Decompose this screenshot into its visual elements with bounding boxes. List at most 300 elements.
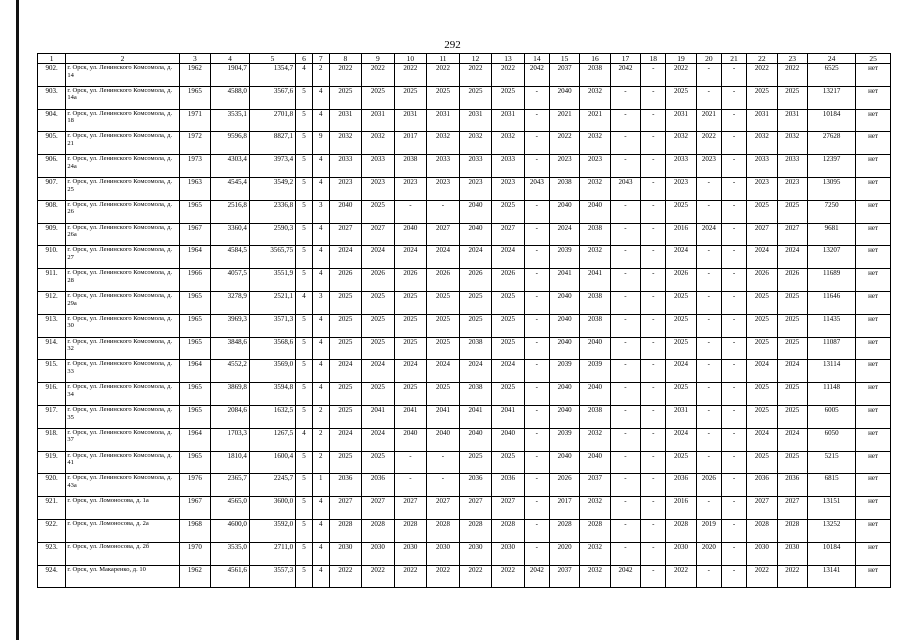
- table-cell: 2038: [580, 405, 610, 428]
- row-number-cell: 903.: [38, 86, 66, 109]
- address-cell: г. Орск, ул. Ленинского Комсомола, д. 35: [66, 405, 179, 428]
- address-cell: г. Орск, ул. Макаренко, д. 10: [66, 565, 179, 588]
- table-cell: 2024: [329, 246, 362, 269]
- table-cell: 2038: [549, 177, 579, 200]
- row-number-cell: 902.: [38, 64, 66, 87]
- table-cell: 2038: [459, 337, 492, 360]
- column-header: 3: [179, 54, 210, 64]
- table-cell: нет: [856, 337, 891, 360]
- row-number-cell: 906.: [38, 155, 66, 178]
- table-cell: 2025: [394, 314, 427, 337]
- table-cell: 1967: [179, 497, 210, 520]
- housing-register-table: [37, 53, 891, 588]
- table-cell: 1904,7: [211, 64, 250, 87]
- table-cell: 2025: [427, 337, 460, 360]
- table-cell: 2041: [492, 405, 525, 428]
- table-cell: нет: [856, 451, 891, 474]
- table-cell: 2033: [362, 155, 395, 178]
- table-cell: 8827,1: [249, 132, 295, 155]
- page-number: 292: [444, 39, 461, 51]
- table-cell: -: [696, 565, 721, 588]
- table-cell: 2036: [459, 474, 492, 497]
- table-cell: 3594,8: [249, 383, 295, 406]
- column-header: 18: [641, 54, 666, 64]
- table-cell: 2024: [777, 360, 807, 383]
- table-cell: -: [641, 246, 666, 269]
- table-cell: 1963: [179, 177, 210, 200]
- table-cell: 1354,7: [249, 64, 295, 87]
- table-cell: 4: [296, 428, 313, 451]
- table-cell: -: [524, 474, 549, 497]
- table-cell: -: [641, 565, 666, 588]
- table-cell: -: [721, 132, 746, 155]
- table-cell: -: [610, 519, 640, 542]
- table-cell: 2: [312, 64, 329, 87]
- table-row: [38, 474, 891, 497]
- table-cell: 2022: [329, 565, 362, 588]
- table-cell: 6525: [807, 64, 855, 87]
- table-cell: -: [610, 269, 640, 292]
- table-cell: -: [610, 497, 640, 520]
- table-cell: 2036: [747, 474, 777, 497]
- table-cell: 2028: [362, 519, 395, 542]
- table-cell: -: [696, 314, 721, 337]
- table-cell: 2038: [580, 64, 610, 87]
- table-cell: 2025: [459, 314, 492, 337]
- table-row: [38, 405, 891, 428]
- table-cell: 2024: [362, 360, 395, 383]
- table-cell: 2026: [549, 474, 579, 497]
- table-cell: 2025: [777, 200, 807, 223]
- table-cell: -: [610, 200, 640, 223]
- table-cell: 2033: [747, 155, 777, 178]
- table-cell: 2022: [777, 565, 807, 588]
- table-cell: -: [721, 246, 746, 269]
- table-cell: 2023: [329, 177, 362, 200]
- table-cell: 4552,2: [211, 360, 250, 383]
- table-cell: 2023: [696, 155, 721, 178]
- table-cell: 4: [312, 314, 329, 337]
- table-cell: 2032: [580, 86, 610, 109]
- table-cell: 2025: [362, 337, 395, 360]
- table-row: [38, 64, 891, 87]
- table-cell: -: [610, 405, 640, 428]
- table-cell: 2025: [777, 405, 807, 428]
- table-cell: -: [641, 109, 666, 132]
- table-cell: 2024: [362, 246, 395, 269]
- table-cell: -: [524, 132, 549, 155]
- table-cell: 2040: [549, 291, 579, 314]
- row-number-cell: 904.: [38, 109, 66, 132]
- table-cell: -: [610, 223, 640, 246]
- table-cell: нет: [856, 269, 891, 292]
- table-cell: 3551,9: [249, 269, 295, 292]
- table-cell: 2031: [666, 405, 696, 428]
- table-cell: 2032: [580, 542, 610, 565]
- table-cell: -: [524, 451, 549, 474]
- table-cell: 2033: [492, 155, 525, 178]
- table-cell: -: [641, 519, 666, 542]
- address-cell: г. Орск, ул. Ломоносова, д. 2а: [66, 519, 179, 542]
- table-cell: 2028: [777, 519, 807, 542]
- table-cell: 2025: [329, 291, 362, 314]
- table-cell: 4: [312, 565, 329, 588]
- table-cell: нет: [856, 200, 891, 223]
- table-cell: 2021: [580, 109, 610, 132]
- table-cell: 2025: [666, 86, 696, 109]
- table-cell: 2023: [492, 177, 525, 200]
- table-cell: 2516,8: [211, 200, 250, 223]
- table-cell: -: [641, 314, 666, 337]
- table-cell: 2032: [580, 428, 610, 451]
- table-cell: -: [721, 542, 746, 565]
- table-cell: -: [721, 64, 746, 87]
- table-cell: нет: [856, 383, 891, 406]
- table-cell: 2032: [747, 132, 777, 155]
- table-cell: 4: [312, 109, 329, 132]
- table-cell: 2027: [492, 497, 525, 520]
- table-cell: -: [641, 451, 666, 474]
- table-row: [38, 542, 891, 565]
- table-cell: -: [721, 291, 746, 314]
- row-number-cell: 909.: [38, 223, 66, 246]
- row-number-cell: 917.: [38, 405, 66, 428]
- table-cell: 2040: [549, 405, 579, 428]
- table-cell: -: [721, 428, 746, 451]
- table-cell: 1965: [179, 291, 210, 314]
- table-row: [38, 269, 891, 292]
- table-cell: 5: [296, 565, 313, 588]
- table-cell: 10184: [807, 109, 855, 132]
- table-cell: 2025: [747, 337, 777, 360]
- table-cell: 2024: [777, 428, 807, 451]
- table-cell: -: [641, 428, 666, 451]
- table-cell: 13151: [807, 497, 855, 520]
- table-cell: 4: [296, 64, 313, 87]
- table-cell: нет: [856, 405, 891, 428]
- address-cell: г. Орск, ул. Ленинского Комсомола, д. 24а: [66, 155, 179, 178]
- column-header: 4: [211, 54, 250, 64]
- table-cell: 4600,0: [211, 519, 250, 542]
- table-cell: 4: [312, 360, 329, 383]
- table-cell: 2025: [329, 86, 362, 109]
- row-number-cell: 924.: [38, 565, 66, 588]
- table-cell: 2030: [459, 542, 492, 565]
- table-cell: 2024: [666, 428, 696, 451]
- table-cell: 3571,3: [249, 314, 295, 337]
- table-cell: -: [721, 383, 746, 406]
- table-cell: -: [610, 314, 640, 337]
- table-cell: -: [641, 86, 666, 109]
- table-cell: 2024: [427, 246, 460, 269]
- table-cell: -: [721, 155, 746, 178]
- column-header: 1: [38, 54, 66, 64]
- table-cell: -: [721, 177, 746, 200]
- table-cell: 2025: [777, 337, 807, 360]
- table-cell: 2040: [549, 200, 579, 223]
- table-cell: 1967: [179, 223, 210, 246]
- table-cell: 2036: [329, 474, 362, 497]
- table-cell: 5: [296, 223, 313, 246]
- table-cell: 1703,3: [211, 428, 250, 451]
- table-cell: -: [721, 565, 746, 588]
- table-cell: нет: [856, 155, 891, 178]
- table-cell: -: [394, 451, 427, 474]
- column-header: 8: [329, 54, 362, 64]
- table-cell: 2043: [524, 177, 549, 200]
- table-cell: нет: [856, 291, 891, 314]
- table-cell: 1267,5: [249, 428, 295, 451]
- table-cell: 2040: [549, 86, 579, 109]
- table-row: [38, 428, 891, 451]
- table-cell: 1: [312, 474, 329, 497]
- table-cell: -: [610, 337, 640, 360]
- table-cell: 2026: [492, 269, 525, 292]
- table-cell: 1972: [179, 132, 210, 155]
- table-cell: 2025: [394, 291, 427, 314]
- row-number-cell: 920.: [38, 474, 66, 497]
- table-cell: 5: [296, 519, 313, 542]
- table-cell: 2040: [580, 200, 610, 223]
- table-cell: -: [641, 177, 666, 200]
- table-cell: 2025: [362, 291, 395, 314]
- table-cell: 2033: [329, 155, 362, 178]
- table-row: [38, 223, 891, 246]
- table-cell: 2022: [747, 565, 777, 588]
- table-cell: 2033: [459, 155, 492, 178]
- table-cell: 2025: [459, 86, 492, 109]
- table-cell: 2032: [459, 132, 492, 155]
- table-cell: 3: [312, 200, 329, 223]
- row-number-cell: 923.: [38, 542, 66, 565]
- table-cell: 4584,5: [211, 246, 250, 269]
- table-cell: 2025: [329, 337, 362, 360]
- table-cell: -: [696, 337, 721, 360]
- table-cell: 2026: [394, 269, 427, 292]
- table-cell: -: [696, 497, 721, 520]
- address-cell: г. Орск, ул. Ленинского Комсомола, д. 27: [66, 246, 179, 269]
- table-cell: 2023: [427, 177, 460, 200]
- register-rows: [38, 64, 891, 588]
- table-cell: -: [427, 451, 460, 474]
- table-cell: 4: [312, 337, 329, 360]
- table-cell: 4: [312, 155, 329, 178]
- table-cell: 4: [312, 223, 329, 246]
- table-cell: -: [524, 291, 549, 314]
- table-cell: 5: [296, 497, 313, 520]
- table-cell: 2033: [427, 155, 460, 178]
- table-cell: 2365,7: [211, 474, 250, 497]
- table-cell: 2022: [459, 565, 492, 588]
- table-cell: 2025: [492, 291, 525, 314]
- table-cell: 2022: [549, 132, 579, 155]
- table-cell: 6050: [807, 428, 855, 451]
- table-cell: 2026: [362, 269, 395, 292]
- table-cell: 2024: [777, 246, 807, 269]
- table-cell: 2040: [492, 428, 525, 451]
- table-cell: 2026: [459, 269, 492, 292]
- table-cell: 3549,2: [249, 177, 295, 200]
- column-header: 15: [549, 54, 579, 64]
- table-row: [38, 200, 891, 223]
- table-row: [38, 177, 891, 200]
- table-cell: 2027: [777, 497, 807, 520]
- table-cell: 2023: [549, 155, 579, 178]
- row-number-cell: 905.: [38, 132, 66, 155]
- table-cell: -: [696, 86, 721, 109]
- table-cell: 2043: [610, 177, 640, 200]
- table-cell: 2024: [666, 360, 696, 383]
- table-cell: 2025: [492, 314, 525, 337]
- table-cell: 3278,9: [211, 291, 250, 314]
- table-cell: 2028: [329, 519, 362, 542]
- table-cell: 1964: [179, 428, 210, 451]
- table-cell: 2022: [394, 565, 427, 588]
- table-cell: 2027: [427, 497, 460, 520]
- table-cell: 2701,8: [249, 109, 295, 132]
- table-cell: 2025: [666, 383, 696, 406]
- table-cell: 2040: [549, 314, 579, 337]
- table-cell: 1973: [179, 155, 210, 178]
- table-cell: 2030: [777, 542, 807, 565]
- table-cell: 3969,3: [211, 314, 250, 337]
- table-cell: 12397: [807, 155, 855, 178]
- table-cell: 2025: [666, 451, 696, 474]
- table-cell: -: [721, 269, 746, 292]
- column-header: 21: [721, 54, 746, 64]
- table-cell: 2033: [666, 155, 696, 178]
- table-cell: -: [641, 542, 666, 565]
- table-cell: 2031: [329, 109, 362, 132]
- table-cell: 3973,4: [249, 155, 295, 178]
- table-cell: 5: [296, 86, 313, 109]
- table-cell: 2036: [492, 474, 525, 497]
- table-row: [38, 497, 891, 520]
- table-cell: 2521,1: [249, 291, 295, 314]
- table-cell: 2031: [777, 109, 807, 132]
- table-cell: 7250: [807, 200, 855, 223]
- table-cell: -: [721, 200, 746, 223]
- table-cell: 5: [296, 246, 313, 269]
- table-cell: 10184: [807, 542, 855, 565]
- table-cell: 2017: [549, 497, 579, 520]
- table-cell: 2024: [394, 360, 427, 383]
- table-cell: 2036: [666, 474, 696, 497]
- table-cell: нет: [856, 497, 891, 520]
- column-header: 25: [856, 54, 891, 64]
- table-cell: 2027: [459, 497, 492, 520]
- column-header: 11: [427, 54, 460, 64]
- column-header: 16: [580, 54, 610, 64]
- table-cell: нет: [856, 246, 891, 269]
- column-header: 24: [807, 54, 855, 64]
- table-cell: 2042: [524, 64, 549, 87]
- table-cell: 1600,4: [249, 451, 295, 474]
- table-cell: 2025: [777, 86, 807, 109]
- table-cell: 2030: [394, 542, 427, 565]
- table-cell: 2024: [459, 360, 492, 383]
- table-cell: 2022: [362, 565, 395, 588]
- table-cell: 2025: [747, 291, 777, 314]
- table-row: [38, 565, 891, 588]
- table-cell: 2032: [580, 246, 610, 269]
- table-cell: 2024: [329, 428, 362, 451]
- column-header: 2: [66, 54, 179, 64]
- table-cell: 2036: [777, 474, 807, 497]
- table-cell: -: [524, 155, 549, 178]
- table-cell: 2036: [362, 474, 395, 497]
- table-cell: -: [641, 360, 666, 383]
- table-cell: -: [524, 519, 549, 542]
- table-cell: -: [641, 223, 666, 246]
- table-cell: нет: [856, 565, 891, 588]
- table-cell: 2026: [747, 269, 777, 292]
- address-cell: г. Орск, ул. Ленинского Комсомола, д. 26: [66, 200, 179, 223]
- table-cell: 2025: [394, 383, 427, 406]
- table-cell: 2024: [329, 360, 362, 383]
- table-cell: 2024: [492, 246, 525, 269]
- table-cell: 1965: [179, 200, 210, 223]
- table-cell: 1965: [179, 86, 210, 109]
- address-cell: г. Орск, ул. Ленинского Комсомола, д. 34: [66, 383, 179, 406]
- row-number-cell: 916.: [38, 383, 66, 406]
- table-cell: 2025: [329, 314, 362, 337]
- table-cell: -: [610, 451, 640, 474]
- table-cell: -: [427, 200, 460, 223]
- table-cell: 2022: [747, 64, 777, 87]
- table-cell: 2026: [777, 269, 807, 292]
- table-cell: 2040: [459, 223, 492, 246]
- table-cell: 4: [312, 519, 329, 542]
- table-cell: 2030: [329, 542, 362, 565]
- table-cell: 2032: [329, 132, 362, 155]
- column-header: 19: [666, 54, 696, 64]
- column-header: 7: [312, 54, 329, 64]
- table-cell: нет: [856, 542, 891, 565]
- table-cell: 2022: [666, 64, 696, 87]
- table-cell: -: [696, 269, 721, 292]
- table-cell: -: [696, 177, 721, 200]
- table-cell: 3592,0: [249, 519, 295, 542]
- table-row: [38, 451, 891, 474]
- table-cell: 2025: [362, 383, 395, 406]
- table-cell: 3869,8: [211, 383, 250, 406]
- table-cell: 4588,0: [211, 86, 250, 109]
- table-cell: -: [610, 428, 640, 451]
- table-cell: 2028: [459, 519, 492, 542]
- table-cell: 2030: [747, 542, 777, 565]
- table-cell: 2016: [666, 223, 696, 246]
- table-cell: 2025: [747, 451, 777, 474]
- table-cell: 5: [296, 474, 313, 497]
- table-row: [38, 360, 891, 383]
- table-cell: 27628: [807, 132, 855, 155]
- table-cell: -: [524, 360, 549, 383]
- table-cell: 2024: [427, 360, 460, 383]
- table-cell: 4: [312, 269, 329, 292]
- table-cell: 2022: [394, 64, 427, 87]
- table-cell: 2040: [394, 223, 427, 246]
- column-header: 12: [459, 54, 492, 64]
- table-cell: 2025: [777, 383, 807, 406]
- table-cell: 1965: [179, 337, 210, 360]
- table-cell: 2041: [394, 405, 427, 428]
- table-cell: 1968: [179, 519, 210, 542]
- column-header: 14: [524, 54, 549, 64]
- table-cell: 2040: [549, 451, 579, 474]
- table-cell: 2028: [492, 519, 525, 542]
- table-cell: 2027: [747, 497, 777, 520]
